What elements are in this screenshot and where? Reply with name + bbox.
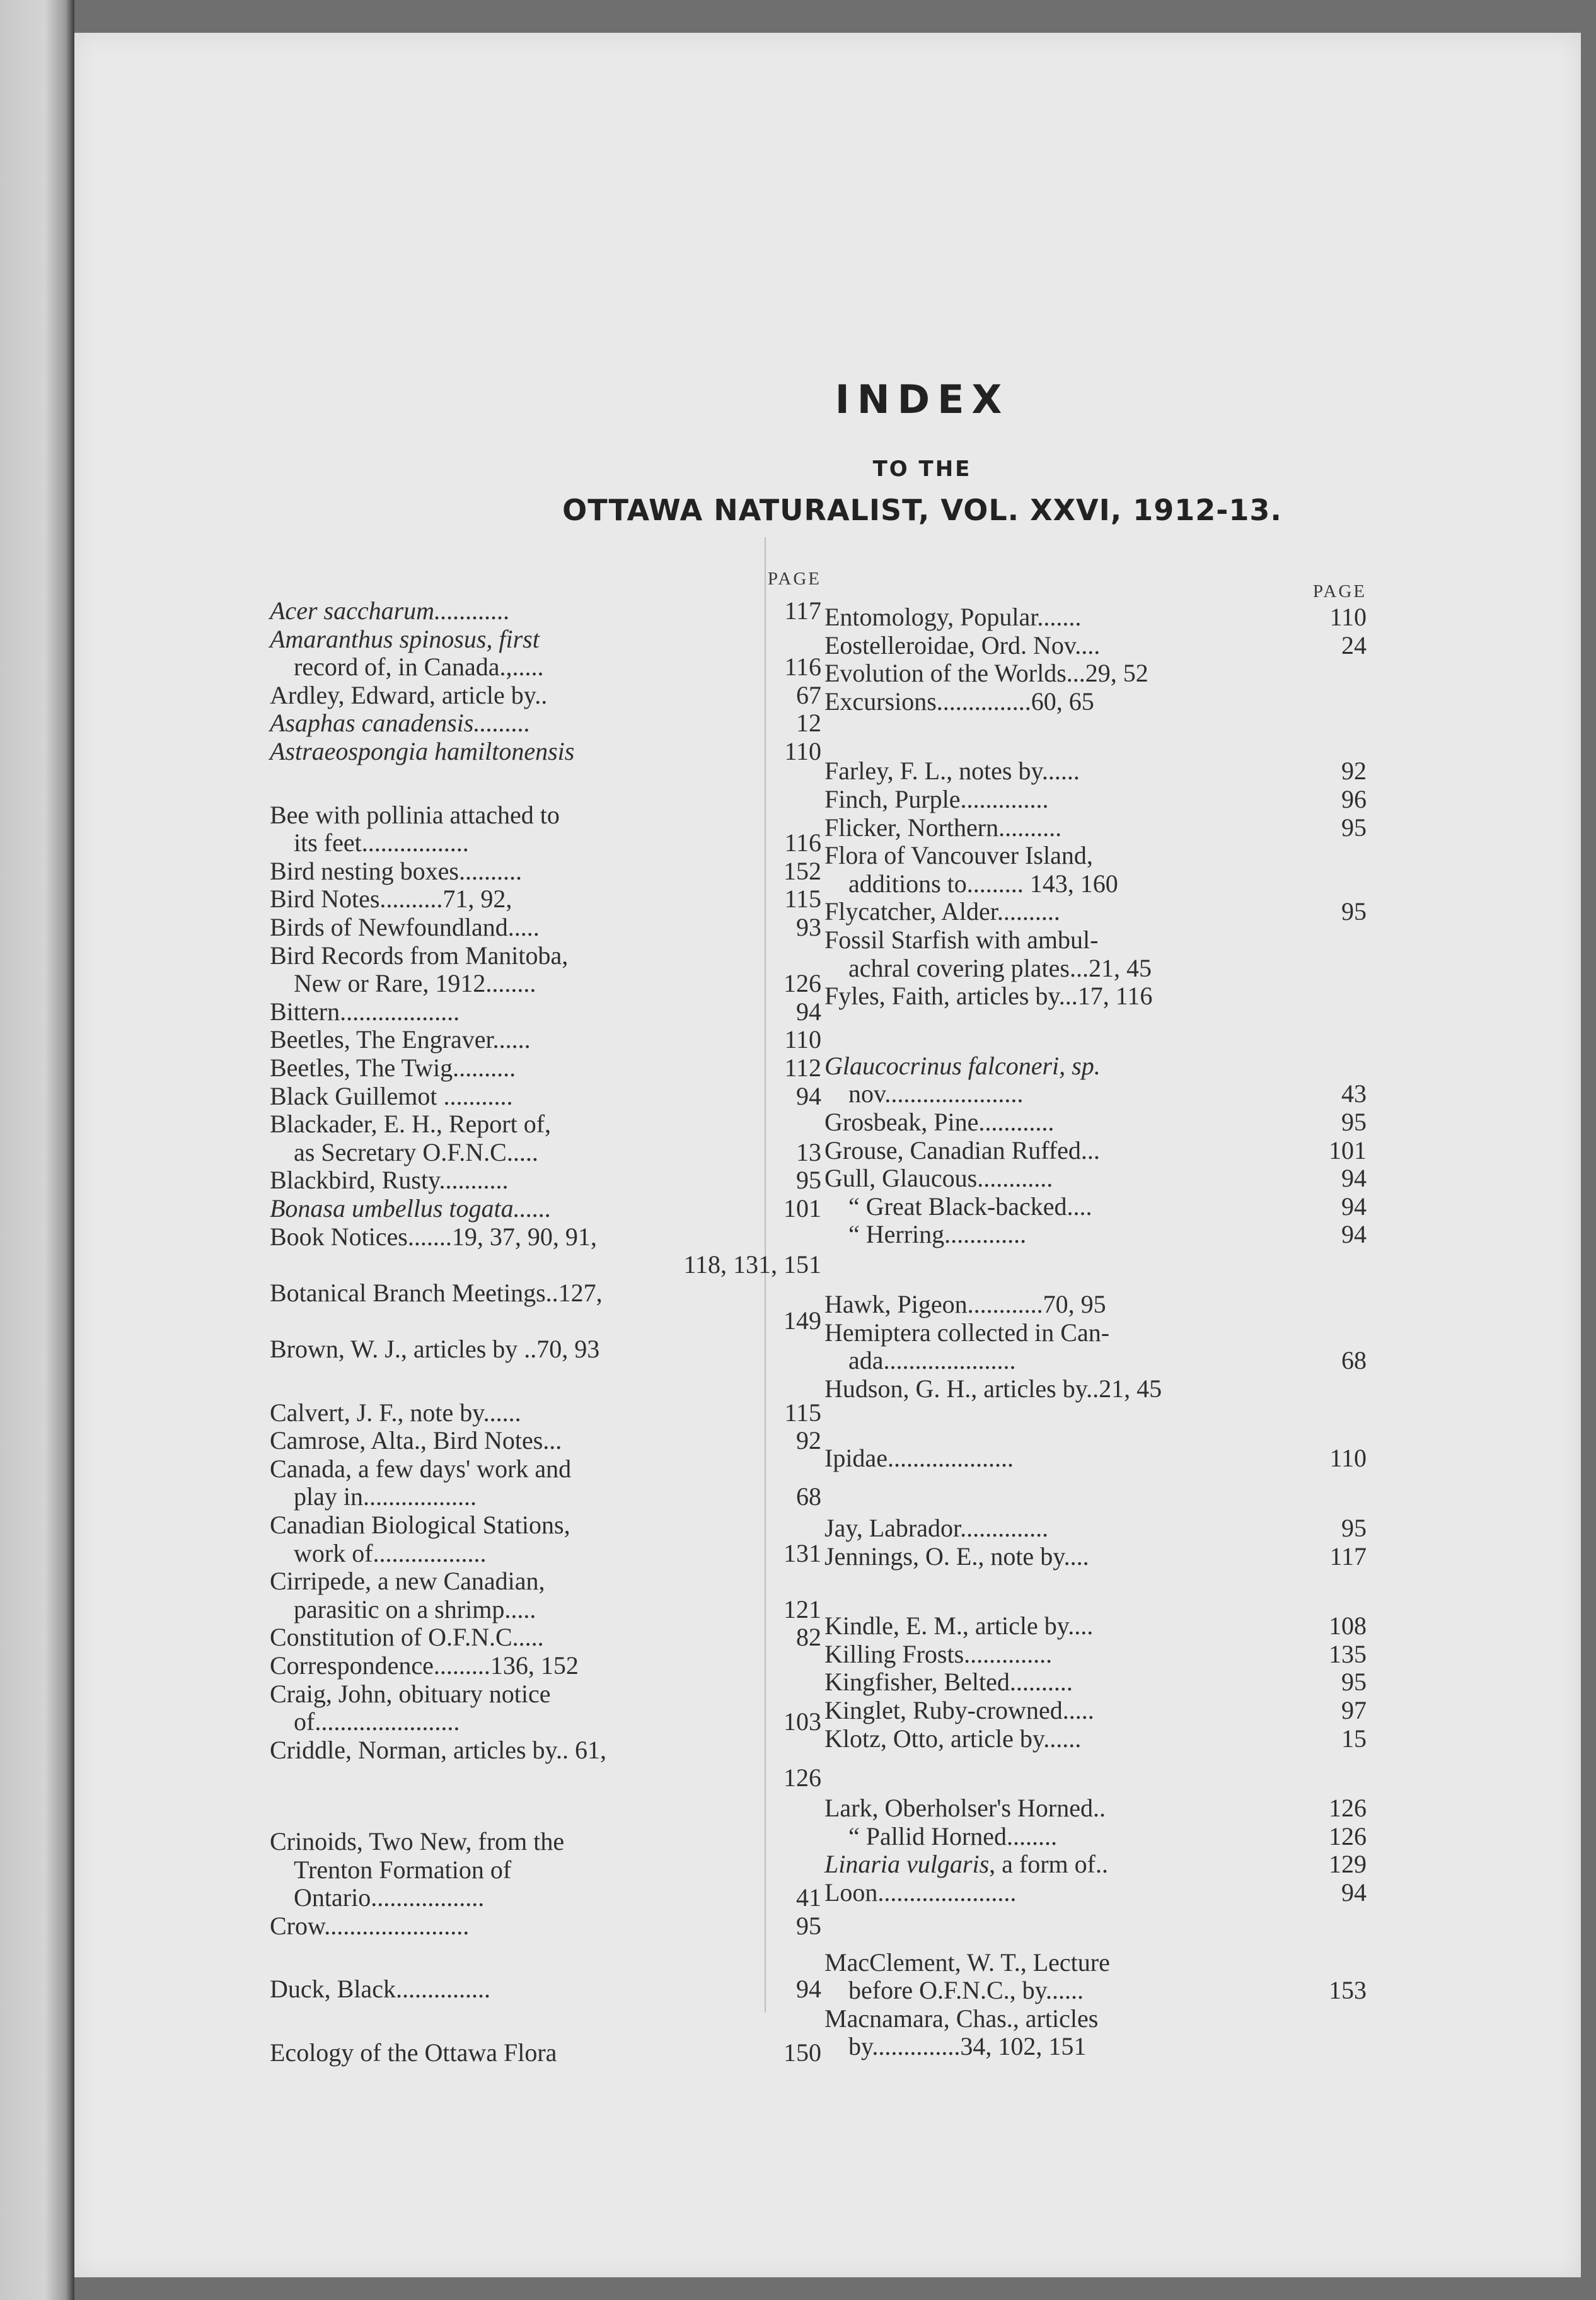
index-entry xyxy=(270,1110,821,1166)
index-entry-page: 12 xyxy=(796,709,821,738)
index-entry xyxy=(270,1975,821,2004)
index-entry-text: Flicker, Northern.......... xyxy=(824,813,1062,842)
index-entry-text: Hemiptera collected in Can- xyxy=(824,1318,1110,1347)
index-entry-page: 96 xyxy=(1341,785,1367,813)
index-entry xyxy=(270,1736,821,1792)
index-entry xyxy=(824,1444,1367,1473)
index-entry xyxy=(270,1828,821,1912)
index-title: INDEX xyxy=(835,376,1010,422)
index-entry-page: 115 xyxy=(784,885,821,914)
index-entry-text: of....................... xyxy=(294,1707,460,1736)
index-entry-text: Ontario.................. xyxy=(294,1883,485,1912)
index-entry-page: 103 xyxy=(784,1707,821,1736)
index-entry xyxy=(824,842,1367,898)
index-entry-text: Excursions...............60, 65 xyxy=(824,687,1094,716)
index-entry-text: Bird nesting boxes.......... xyxy=(270,856,522,885)
index-entry xyxy=(824,1823,1367,1851)
page-column-heading: PAGE xyxy=(767,569,821,589)
index-entry-text: Ipidae.................... xyxy=(824,1444,1014,1473)
index-entry xyxy=(270,1166,821,1195)
index-entry xyxy=(270,1026,821,1054)
index-entry xyxy=(824,1949,1367,2005)
index-entry-page: 95 xyxy=(1341,897,1367,926)
index-entry-page: 117 xyxy=(1329,1542,1367,1571)
index-entry-text: Kingfisher, Belted.......... xyxy=(824,1668,1073,1697)
index-entry xyxy=(824,1850,1367,1879)
index-entry xyxy=(824,982,1367,1011)
index-entry xyxy=(270,625,821,682)
index-entry-text: Fyles, Faith, articles by...17, 116 xyxy=(824,982,1153,1011)
index-entry-page: 110 xyxy=(1329,603,1367,631)
index-entry xyxy=(270,942,821,998)
index-entry-text: Amaranthus spinosus, first xyxy=(270,624,540,653)
index-entry xyxy=(270,1399,821,1427)
index-entry-page: 131 xyxy=(784,1538,821,1567)
index-entry-text: Bee with pollinia attached to xyxy=(270,800,560,829)
index-entry-page: 152 xyxy=(784,856,821,885)
index-entry-text: New or Rare, 1912........ xyxy=(294,969,536,998)
index-entry-text: Constitution of O.F.N.C..... xyxy=(270,1623,544,1652)
index-entry-page: 95 xyxy=(1341,1108,1367,1136)
index-entry xyxy=(824,1668,1367,1697)
index-entry-page: 126 xyxy=(1329,1821,1367,1850)
index-entry-page: 67 xyxy=(796,680,821,709)
index-entry-page: 95 xyxy=(1341,1668,1367,1697)
index-entry xyxy=(824,1794,1367,1823)
index-entry xyxy=(824,1375,1367,1403)
index-entry-text: achral covering plates...21, 45 xyxy=(848,953,1152,982)
index-entry-text: Hawk, Pigeon............70, 95 xyxy=(824,1290,1106,1318)
index-entry-text: Asaphas canadensis......... xyxy=(270,709,531,738)
index-entry-page: 110 xyxy=(784,1025,821,1054)
index-entry-text: Craig, John, obituary notice xyxy=(270,1679,551,1708)
index-entry xyxy=(824,603,1367,632)
index-entry xyxy=(824,786,1367,814)
index-entry-text: Bird Notes..........71, 92, xyxy=(270,885,512,914)
index-entry-text: Eostelleroidae, Ord. Nov.... xyxy=(824,630,1101,659)
index-entry xyxy=(824,926,1367,982)
index-entry xyxy=(270,1427,821,1455)
index-entry-page: 13 xyxy=(796,1137,821,1166)
index-entry-page: 95 xyxy=(1341,813,1367,842)
index-entry-page: 95 xyxy=(796,1911,821,1940)
index-entry xyxy=(270,885,821,914)
index-entry-text: Grouse, Canadian Ruffed... xyxy=(824,1135,1100,1165)
index-entry-text: nov...................... xyxy=(848,1079,1024,1108)
index-entry xyxy=(824,1193,1367,1221)
index-entry-text: Brown, W. J., articles by ..70, 93 xyxy=(270,1335,600,1363)
index-entry xyxy=(270,709,821,738)
index-entry-page: 43 xyxy=(1341,1079,1367,1108)
index-entry-text: Black Guillemot ........... xyxy=(270,1081,513,1110)
index-entry-text: Canada, a few days' work and xyxy=(270,1454,572,1483)
index-entry xyxy=(270,738,821,766)
index-entry-page: 115 xyxy=(784,1398,821,1427)
index-entry-text: Ecology of the Ottawa Flora xyxy=(270,2038,557,2067)
index-entry-page: 95 xyxy=(796,1166,821,1195)
index-entry-text: Kinglet, Ruby-crowned..... xyxy=(824,1696,1094,1724)
index-entry xyxy=(270,1223,821,1279)
index-entry-text: 126 xyxy=(784,1763,821,1792)
index-entry-page: 101 xyxy=(1329,1135,1367,1165)
index-entry-text: Evolution of the Worlds...29, 52 xyxy=(824,659,1148,688)
index-entry-page: 110 xyxy=(784,737,821,765)
index-entry-text: Criddle, Norman, articles by.. 61, xyxy=(270,1735,606,1764)
index-entry-text: “ Herring............. xyxy=(848,1220,1027,1249)
index-entry xyxy=(270,857,821,886)
index-entry-text: Cirripede, a new Canadian, xyxy=(270,1567,545,1596)
index-entry-text: Grosbeak, Pine............ xyxy=(824,1108,1055,1136)
index-entry xyxy=(824,1137,1367,1165)
page-column-heading: PAGE xyxy=(1312,581,1367,601)
index-entry-page: 15 xyxy=(1341,1724,1367,1753)
index-entry xyxy=(270,597,821,625)
index-entry-page: 92 xyxy=(796,1426,821,1455)
index-entry-page: 24 xyxy=(1341,630,1367,659)
index-entry-text: additions to......... 143, 160 xyxy=(848,869,1118,898)
index-entry-text: Bird Records from Manitoba, xyxy=(270,941,569,970)
index-entry-page: 68 xyxy=(796,1482,821,1511)
index-entry-text: Calvert, J. F., note by...... xyxy=(270,1398,521,1427)
index-entry-text: Astraeospongia hamiltonensis xyxy=(270,737,575,765)
index-entry xyxy=(270,1279,821,1335)
index-entry-text: MacClement, W. T., Lecture xyxy=(824,1948,1110,1977)
index-entry-text: Kindle, E. M., article by.... xyxy=(824,1612,1094,1641)
index-entry-text: Klotz, Otto, article by...... xyxy=(824,1724,1082,1753)
index-entry xyxy=(824,898,1367,926)
index-entry-text: Birds of Newfoundland..... xyxy=(270,913,540,941)
index-entry xyxy=(824,1879,1367,1907)
index-entry-page: 82 xyxy=(796,1623,821,1652)
journal-title: OTTAWA NATURALIST, VOL. XXVI, 1912-13. xyxy=(562,493,1282,527)
index-entry-text: parasitic on a shrimp..... xyxy=(294,1594,536,1623)
index-entry-page: 93 xyxy=(796,913,821,941)
index-entry-page: 94 xyxy=(796,1975,821,2004)
index-entry-text: Finch, Purple.............. xyxy=(824,785,1049,813)
index-entry-text: Hudson, G. H., articles by..21, 45 xyxy=(824,1374,1162,1403)
index-entry-page: 97 xyxy=(1341,1696,1367,1724)
index-entry xyxy=(824,1514,1367,1543)
index-subtitle: TO THE xyxy=(872,456,972,482)
index-entry-text: Macnamara, Chas., articles xyxy=(824,2004,1099,2033)
index-entry-text: Killing Frosts.............. xyxy=(824,1639,1053,1668)
index-entry-text: Beetles, The Engraver...... xyxy=(270,1025,531,1054)
index-entry-page: 68 xyxy=(1341,1346,1367,1375)
index-entry-text: Canadian Biological Stations, xyxy=(270,1511,570,1539)
index-entry-text: Loon...................... xyxy=(824,1878,1017,1907)
index-entry-page: 135 xyxy=(1329,1639,1367,1668)
index-entry xyxy=(270,801,821,857)
index-entry xyxy=(270,1623,821,1652)
index-entry-text: Jennings, O. E., note by.... xyxy=(824,1542,1089,1571)
index-entry xyxy=(824,1291,1367,1319)
index-entry-text: Crow....................... xyxy=(270,1911,470,1940)
index-entry-text: Glaucocrinus falconeri, sp. xyxy=(824,1051,1101,1080)
index-entry xyxy=(270,1567,821,1623)
index-entry-text: Linaria vulgaris, a form of.. xyxy=(824,1850,1108,1879)
index-entry-text: 149 xyxy=(784,1306,821,1335)
index-entry xyxy=(270,1335,821,1364)
index-entry-page: 94 xyxy=(1341,1220,1367,1249)
index-entry xyxy=(270,1195,821,1223)
index-entry xyxy=(824,1052,1367,1108)
index-entry-text: play in.................. xyxy=(294,1482,477,1511)
index-entry-text: Farley, F. L., notes by...... xyxy=(824,757,1080,786)
index-entry xyxy=(824,1221,1367,1249)
index-entry-text: its feet................. xyxy=(294,828,469,857)
index-entry xyxy=(824,1612,1367,1641)
index-entry xyxy=(824,1641,1367,1669)
index-entry-text: “ Pallid Horned........ xyxy=(848,1821,1058,1850)
index-entry xyxy=(824,757,1367,786)
left-page-gutter xyxy=(0,0,74,2300)
index-entry-text: Camrose, Alta., Bird Notes... xyxy=(270,1426,562,1455)
index-entry-text: Blackbird, Rusty........... xyxy=(270,1166,509,1195)
index-entry xyxy=(824,1725,1367,1753)
index-entry-text: Acer saccharum............ xyxy=(270,596,511,625)
index-entry-page: 110 xyxy=(1329,1444,1367,1473)
index-entry-text: 118, 131, 151 xyxy=(683,1250,821,1279)
index-entry-page: 116 xyxy=(784,828,821,857)
index-entry-text: Crinoids, Two New, from the xyxy=(270,1827,565,1856)
index-entry-text: Entomology, Popular....... xyxy=(824,603,1082,631)
index-entry xyxy=(824,688,1367,716)
index-page xyxy=(74,33,1581,2277)
index-entry-text: Jay, Labrador.............. xyxy=(824,1514,1049,1542)
index-entry-text: Bittern................... xyxy=(270,997,460,1026)
index-entry xyxy=(270,2039,821,2067)
index-entry xyxy=(824,1543,1367,1571)
index-entry xyxy=(824,1319,1367,1375)
index-entry xyxy=(270,682,821,710)
index-entry-text: Botanical Branch Meetings..127, xyxy=(270,1278,603,1307)
index-entry xyxy=(270,1912,821,1941)
index-entry xyxy=(270,1455,821,1511)
index-entry-page: 92 xyxy=(1341,757,1367,786)
index-entry-page: 101 xyxy=(784,1194,821,1223)
index-entry xyxy=(270,1680,821,1736)
index-entry xyxy=(824,2005,1367,2061)
index-entry-text: before O.F.N.C., by...... xyxy=(848,1976,1084,2005)
index-entry-text: Trenton Formation of xyxy=(294,1855,512,1884)
index-entry-page: 117 xyxy=(784,596,821,625)
index-entry-text: Bonasa umbellus togata...... xyxy=(270,1194,552,1223)
index-entry xyxy=(824,1697,1367,1725)
index-entry-text: Beetles, The Twig.......... xyxy=(270,1054,516,1082)
index-entry-page: 94 xyxy=(1341,1164,1367,1193)
index-entry xyxy=(270,1054,821,1083)
index-entry-text: as Secretary O.F.N.C..... xyxy=(294,1137,538,1166)
index-entry-text: work of.................. xyxy=(294,1538,487,1567)
index-entry-text: by..............34, 102, 151 xyxy=(848,2032,1087,2061)
index-entry-page: 126 xyxy=(1329,1794,1367,1823)
index-entry xyxy=(270,1083,821,1111)
index-entry-page: 94 xyxy=(1341,1878,1367,1907)
index-entry-text: Flycatcher, Alder.......... xyxy=(824,897,1060,926)
index-entry-text: ada..................... xyxy=(848,1346,1016,1375)
index-entry-page: 41 xyxy=(796,1883,821,1912)
index-entry-text: Flora of Vancouver Island, xyxy=(824,841,1093,870)
index-entry xyxy=(824,659,1367,688)
index-entry-page: 108 xyxy=(1329,1612,1367,1641)
index-entry-page: 94 xyxy=(1341,1192,1367,1221)
index-entry-page: 153 xyxy=(1329,1976,1367,2005)
index-entry-text: Correspondence.........136, 152 xyxy=(270,1651,579,1680)
index-entry-text: Lark, Oberholser's Horned.. xyxy=(824,1794,1106,1823)
index-entry-page: 150 xyxy=(784,2038,821,2067)
index-entry xyxy=(270,998,821,1026)
index-entry xyxy=(824,632,1367,660)
index-entry-text: Ardley, Edward, article by.. xyxy=(270,680,548,709)
index-entry xyxy=(824,814,1367,842)
index-entry-page: 94 xyxy=(796,1081,821,1110)
index-entry xyxy=(824,1165,1367,1193)
index-entry-page: 126 xyxy=(784,969,821,998)
index-entry-text: Fossil Starfish with ambul- xyxy=(824,926,1099,954)
index-entry-page: 95 xyxy=(1341,1514,1367,1542)
index-entry xyxy=(270,1511,821,1567)
index-entry-text: Book Notices.......19, 37, 90, 91, xyxy=(270,1222,597,1251)
index-entry xyxy=(270,1652,821,1680)
index-entry-page: 116 xyxy=(784,653,821,682)
index-entry-page: 129 xyxy=(1329,1850,1367,1879)
index-entry xyxy=(270,914,821,942)
index-entry-text: record of, in Canada.,..... xyxy=(294,653,544,682)
index-entry-text: “ Great Black-backed.... xyxy=(848,1192,1092,1221)
index-entry-page: 121 xyxy=(784,1594,821,1623)
index-entry-text: Gull, Glaucous............ xyxy=(824,1164,1053,1193)
index-entry-page: 112 xyxy=(784,1054,821,1082)
index-entry-text: Duck, Black............... xyxy=(270,1975,490,2004)
index-entry xyxy=(824,1108,1367,1137)
index-entry-page: 94 xyxy=(796,997,821,1026)
index-entry-text: Blackader, E. H., Report of, xyxy=(270,1110,552,1139)
